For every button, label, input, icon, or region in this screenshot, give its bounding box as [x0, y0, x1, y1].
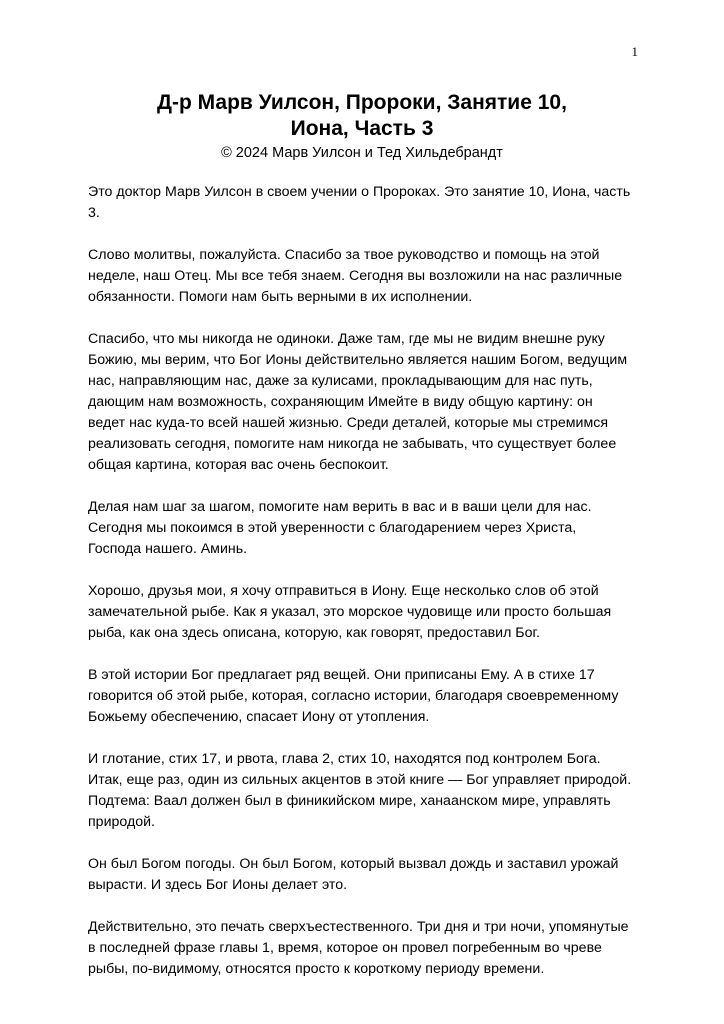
title-line-1: Д-р Марв Уилсон, Пророки, Занятие 10, — [157, 91, 567, 114]
paragraph-4: Делая нам шаг за шагом, помогите нам верить в вас и в ваши цели для нас. Сегодня мы покоимся в этой уверенности с благодарением через Христа, Господа нашего. Аминь. — [88, 499, 592, 557]
document-title — [60, 90, 664, 142]
paragraph-3: Спасибо, что мы никогда не одиноки. Даже там, где мы не видим внешне руку Божию, мы верим, что Бог Ионы действительно является нашим Богом, ведущим нас, направляющим нас, даже за кулисами, прокладывающим для нас путь, дающим нам возможность, сохраняющим Имейте в виду общую картину: он ведет нас куда-то всей нашей жизнью. Среди деталей, которые мы стремимся реализовать сегодня, помогите нам никогда не забывать, что существует более общая картина, которая вас очень беспокоит. — [88, 331, 628, 473]
copyright-line: © 2024 Марв Уилсон и Тед Хильдебрандт — [221, 145, 503, 161]
paragraph-1: Это доктор Марв Уилсон в своем учении о Пророках. Это занятие 10, Иона, часть 3. — [88, 184, 631, 221]
paragraph-5: Хорошо, друзья мои, я хочу отправиться в Иону. Еще несколько слов об этой замечательной рыбе. Как я указал, это морское чудовище или просто большая рыба, как она здесь описана, которую, как говорят, предоставил Бог. — [88, 583, 612, 641]
paragraph-8: Он был Богом погоды. Он был Богом, который вызвал дождь и заставил урожай вырасти. И здесь Бог Ионы делает это. — [88, 856, 619, 893]
title-line-2: Иона, Часть 3 — [290, 117, 434, 140]
document-header — [60, 90, 664, 162]
paragraph-2: Слово молитвы, пожалуйста. Спасибо за твое руководство и помощь на этой неделе, наш Отец. Мы все тебя знаем. Сегодня вы возложили на нас различные обязанности. Помоги нам быть верными в их исполнении. — [88, 247, 623, 305]
document-body — [88, 182, 633, 1001]
paragraph-6: В этой истории Бог предлагает ряд вещей. Они приписаны Ему. А в стихе 17 говорится об этой рыбе, которая, согласно истории, благодаря своевременному Божьему обеспечению, спасает Иону от утопления. — [88, 667, 619, 725]
page-number: 1 — [631, 44, 638, 59]
paragraph-9: Действительно, это печать сверхъестественного. Три дня и три ночи, упомянутые в последней фразе главы 1, время, которое он провел погребенным во чреве рыбы, по-видимому, относятся просто к короткому периоду времени. — [88, 919, 629, 977]
paragraph-7: И глотание, стих 17, и рвота, глава 2, стих 10, находятся под контролем Бога. Итак, еще раз, один из сильных акцентов в этой книге — Бог управляет природой. Подтема: Ваал должен был в финикийском мире, ханаанском мире, управлять природой. — [88, 751, 632, 830]
